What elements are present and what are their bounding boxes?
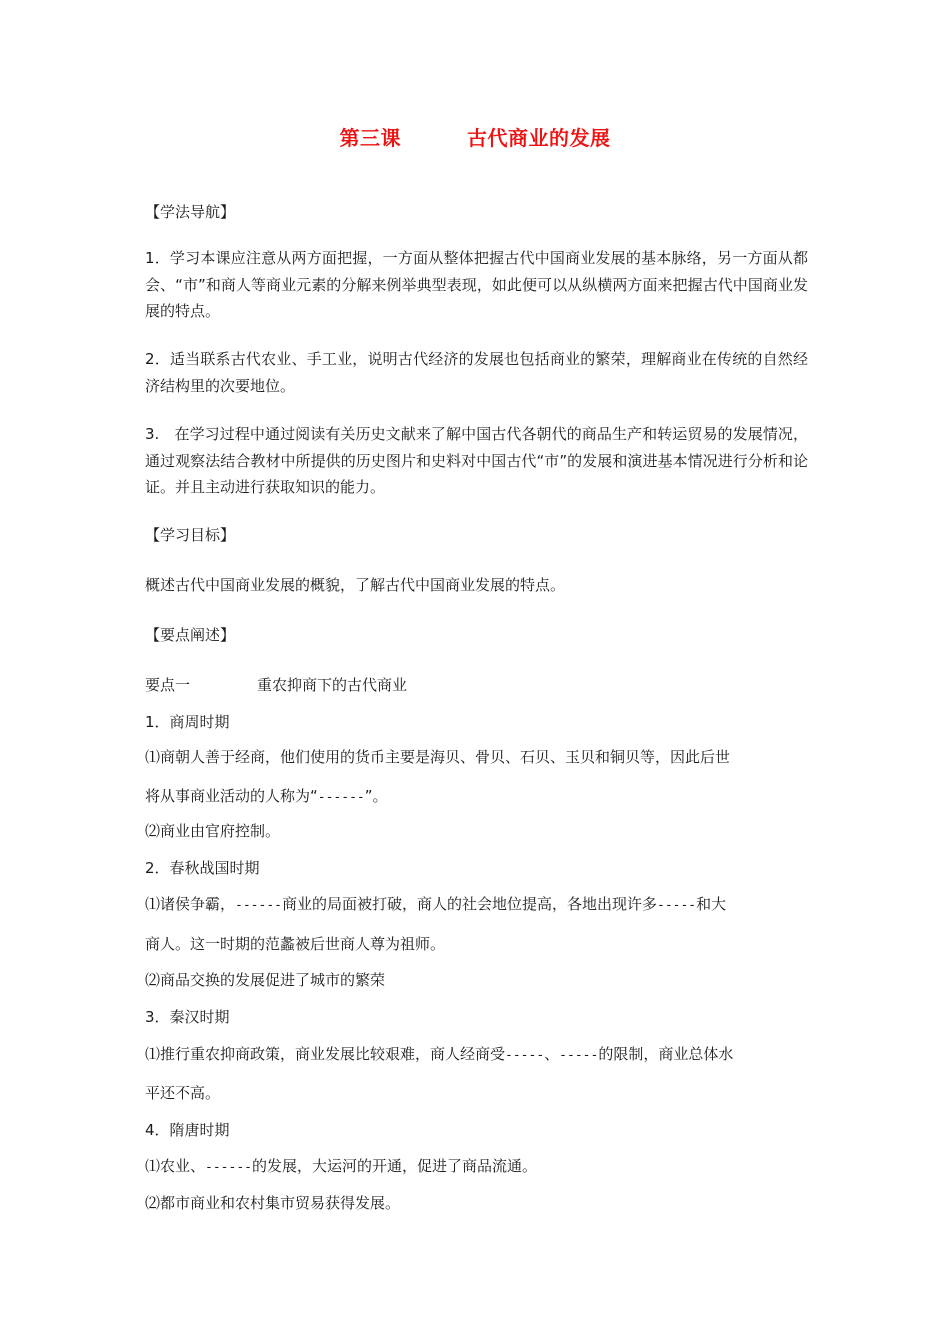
fill-in-blank: ------ xyxy=(235,898,282,913)
goal-heading: 【学习目标】 xyxy=(145,526,236,544)
period-4-item-1 xyxy=(145,1153,810,1181)
period-2-item-2: ⑵商品交换的发展促进了城市的繁荣 xyxy=(145,971,386,989)
text-segment: ⑴农业、 xyxy=(145,1157,206,1175)
key-points-heading: 【要点阐述】 xyxy=(145,626,236,644)
key-point-title: 重农抑商下的古代商业 xyxy=(257,676,408,694)
text-segment: ”。 xyxy=(364,787,388,805)
text-segment: 的发展，大运河的开通，促进了商品流通。 xyxy=(251,1157,537,1175)
period-3-title: 3．秦汉时期 xyxy=(145,1008,230,1026)
fill-in-blank: ------ xyxy=(205,1160,252,1175)
text-segment: 将从事商业活动的人称为“ xyxy=(145,787,318,805)
text-segment: 商业的局面被打破，商人的社会地位提高，各地出现许多 xyxy=(281,895,657,913)
period-3-item-1-line-1 xyxy=(145,1041,810,1069)
text-segment: ⑴推行重农抑商政策，商业发展比较艰难，商人经商受 xyxy=(145,1045,506,1063)
period-2-item-1-line-1 xyxy=(145,891,810,919)
period-2-item-1-line-2: 商人。这一时期的范蠡被后世商人尊为祖师。 xyxy=(145,935,446,953)
period-3-item-1-line-2: 平还不高。 xyxy=(145,1084,221,1102)
text-segment: 的限制，商业总体水 xyxy=(598,1045,734,1063)
fill-in-blank: ----- xyxy=(505,1048,545,1063)
key-point-heading xyxy=(145,672,810,698)
period-4-title: 4．隋唐时期 xyxy=(145,1121,230,1139)
lesson-topic: 古代商业的发展 xyxy=(467,126,611,150)
period-1-title: 1．商周时期 xyxy=(145,713,230,731)
text-segment: 、 xyxy=(544,1045,560,1063)
period-1-item-1-line-2 xyxy=(145,783,810,811)
method-paragraph-1: 1．学习本课应注意从两方面把握，一方面从整体把握古代中国商业发展的基本脉络，另一方面从都会、“市”和商人等商业元素的分解来例举典型表现，如此便可以从纵横两方面来把握古代中国商业发展的特点。 xyxy=(145,249,808,320)
method-paragraph-2: 2．适当联系古代农业、手工业，说明古代经济的发展也包括商业的繁荣，理解商业在传统的自然经济结构里的次要地位。 xyxy=(145,350,808,395)
lesson-number: 第三课 xyxy=(339,126,401,150)
fill-in-blank: ----- xyxy=(657,898,697,913)
key-point-label: 要点一 xyxy=(145,676,191,694)
text-segment: ⑴诸侯争霸， xyxy=(145,895,236,913)
method-paragraph-3: 3. 在学习过程中通过阅读有关历史文献来了解中国古代各朝代的商品生产和转运贸易的发展情况，通过观察法结合教材中所提供的历史图片和史料对中国古代“市”的发展和演进基本情况进行分析和论证。并且主动进行获取知识的能力。 xyxy=(145,425,808,496)
lesson-title xyxy=(0,122,950,151)
period-1-item-2: ⑵商业由官府控制。 xyxy=(145,822,281,840)
period-4-item-2: ⑵都市商业和农村集市贸易获得发展。 xyxy=(145,1194,401,1212)
goal-text: 概述古代中国商业发展的概貌，了解古代中国商业发展的特点。 xyxy=(145,576,566,594)
text-segment: 和大 xyxy=(696,895,727,913)
fill-in-blank: ------ xyxy=(317,790,365,805)
period-2-title: 2．春秋战国时期 xyxy=(145,859,260,877)
fill-in-blank: ----- xyxy=(559,1048,599,1063)
period-1-item-1-line-1: ⑴商朝人善于经商，他们使用的货币主要是海贝、骨贝、石贝、玉贝和铜贝等，因此后世 xyxy=(145,748,731,766)
method-heading: 【学法导航】 xyxy=(145,203,236,221)
